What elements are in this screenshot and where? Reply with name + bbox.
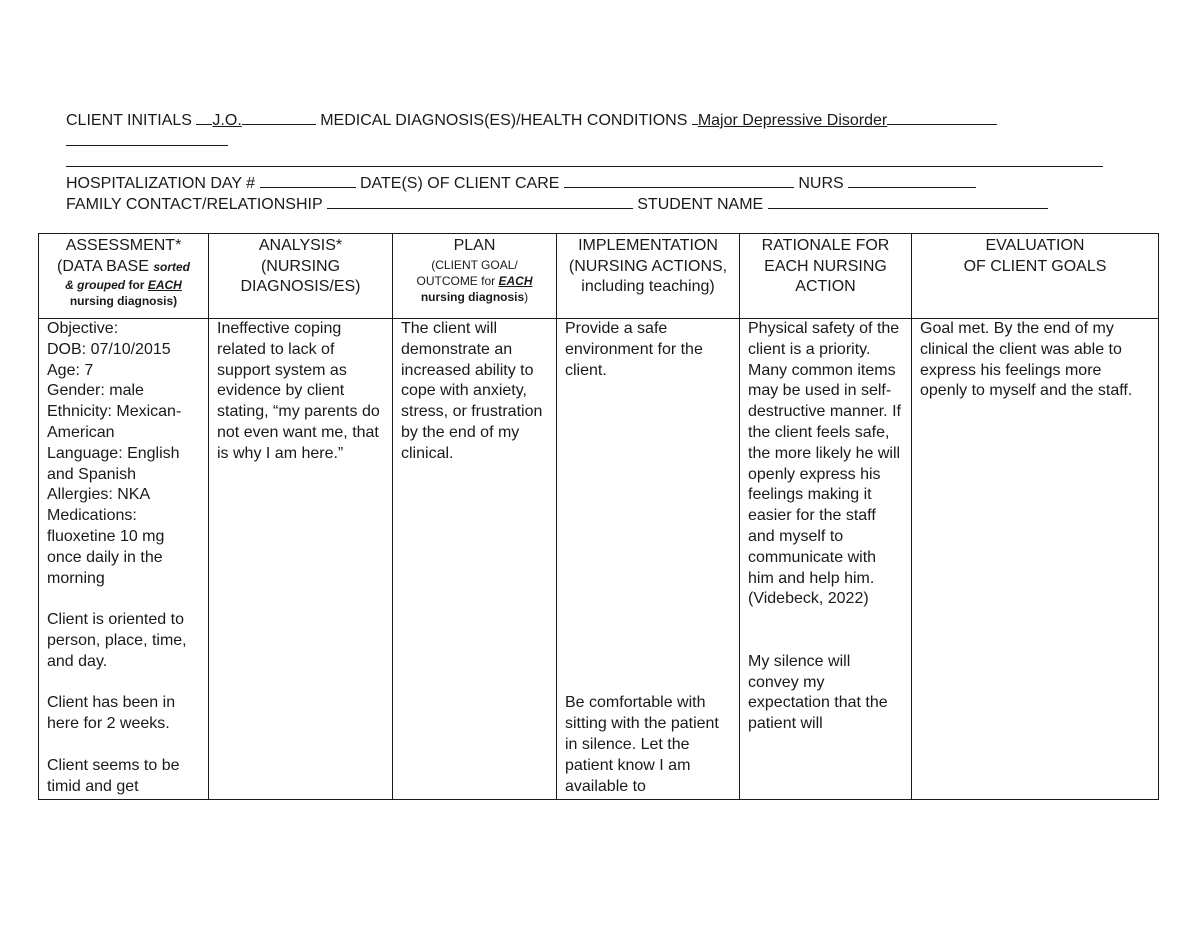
behavior-note: Client seems to be timid and get	[47, 756, 180, 795]
ethnicity-value: Ethnicity: Mexican-American	[47, 403, 182, 441]
dates-of-care-field[interactable]	[564, 172, 794, 188]
implementation-header	[557, 234, 740, 319]
header-line-4	[66, 172, 1116, 193]
age-value: Age: 7	[47, 361, 94, 379]
plan-sub-b: OUTCOME for	[416, 273, 496, 288]
assessment-subtitle	[43, 257, 204, 278]
assessment-title: ASSESSMENT*	[65, 237, 182, 254]
assessment-header	[39, 234, 209, 319]
evaluation-cell	[912, 319, 1159, 800]
plan-sub-line-2	[397, 289, 552, 305]
medications-value: Medications: fluoxetine 10 mg once daily in the morning	[47, 507, 165, 587]
medical-diagnosis-label: MEDICAL DIAGNOSIS(ES)/HEALTH CONDITIONS	[320, 112, 688, 129]
care-plan-table	[38, 233, 1159, 800]
blank-line	[66, 130, 228, 146]
family-contact-label: FAMILY CONTACT/RELATIONSHIP	[66, 196, 323, 213]
spacer	[748, 610, 905, 652]
assessment-sub-b: sorted	[153, 259, 190, 274]
blank-line	[196, 109, 212, 125]
form-header	[66, 109, 1116, 214]
allergies-value: Allergies: NKA	[47, 486, 151, 504]
assessment-sub-c: & grouped	[65, 278, 126, 292]
hospitalization-day-label: HOSPITALIZATION DAY #	[66, 175, 256, 192]
evaluation-subtitle: OF CLIENT GOALS	[963, 257, 1107, 275]
spacer	[565, 381, 733, 693]
plan-sub-line	[397, 273, 552, 289]
rationale-2: My silence will convey my expectation that the patient will	[748, 652, 888, 733]
objective-label: Objective:	[47, 320, 119, 337]
rationale-cell	[740, 319, 912, 800]
nursing-action-1: Provide a safe environment for the client.	[565, 320, 703, 379]
client-initials-value: J.O.	[212, 112, 242, 129]
nursing-diagnosis-text: Ineffective coping related to lack of support system as evidence by client stating, “my parents do not even want me, that is why I am here.”	[217, 320, 380, 462]
plan-sub-d: nursing diagnosis	[420, 289, 525, 304]
assessment-sub-a: (DATA BASE	[56, 257, 149, 275]
plan-title: PLAN	[453, 237, 496, 254]
plan-cell	[393, 319, 557, 800]
evaluation-title: EVALUATION	[985, 237, 1085, 254]
assessment-sub-e: EACH	[147, 278, 182, 292]
header-line-5	[66, 193, 1116, 214]
plan-sub-e: )	[524, 289, 529, 304]
assessment-subtitle-2	[43, 277, 204, 293]
plan-sub-c: EACH	[498, 273, 533, 288]
analysis-cell	[209, 319, 393, 800]
nurs-field[interactable]	[848, 172, 976, 188]
nursing-action-2: Be comfortable with sitting with the patient in silence. Let the patient know I am available to	[565, 694, 719, 795]
hospitalization-day-field[interactable]	[260, 172, 356, 188]
plan-sub-a: (CLIENT GOAL/	[431, 257, 518, 272]
gender-value: Gender: male	[47, 382, 144, 400]
client-goal-text: The client will demonstrate an increased ability to cope with anxiety, stress, or frustration by the end of my clinical.	[401, 320, 543, 462]
plan-header	[393, 234, 557, 319]
implementation-cell	[557, 319, 740, 800]
rationale-header	[740, 234, 912, 319]
evaluation-text: Goal met. By the end of my clinical the client was able to express his feelings more openly to myself and the staff.	[920, 320, 1133, 400]
orientation-note: Client is oriented to person, place, time, and day.	[47, 611, 187, 670]
header-line-2	[66, 130, 1116, 151]
rationale-1: Physical safety of the client is a priority. Many common items may be used in self-destructive manner. If the client feels safe, the more likely he will openly express his feelings making it easier for the staff and myself to communicate with him and help him. (Videbeck, 2022)	[748, 320, 901, 608]
header-line-3	[66, 151, 1116, 172]
evaluation-header	[912, 234, 1159, 319]
spacer	[47, 589, 202, 610]
header-line-1	[66, 109, 1116, 130]
student-name-field[interactable]	[768, 193, 1048, 209]
implementation-title: IMPLEMENTATION	[578, 237, 718, 254]
dates-of-care-label: DATE(S) OF CLIENT CARE	[359, 175, 560, 192]
family-contact-field[interactable]	[327, 193, 633, 209]
analysis-header	[209, 234, 393, 319]
dob-value: DOB: 07/10/2015	[47, 340, 171, 358]
blank-line	[887, 109, 997, 125]
nurs-label: NURS	[798, 175, 844, 192]
table-row	[39, 319, 1159, 800]
spacer	[47, 673, 202, 694]
full-width-rule	[66, 166, 1103, 167]
blank-line	[242, 109, 316, 125]
stay-duration-note: Client has been in here for 2 weeks.	[47, 694, 176, 733]
analysis-title: ANALYSIS*	[258, 237, 343, 254]
student-name-label: STUDENT NAME	[637, 196, 764, 213]
table-header-row	[39, 234, 1159, 319]
assessment-cell	[39, 319, 209, 800]
spacer	[47, 735, 202, 756]
client-initials-label: CLIENT INITIALS	[66, 112, 192, 129]
assessment-sub-d: for	[128, 278, 145, 292]
assessment-sub-f: nursing diagnosis)	[69, 294, 178, 308]
implementation-subtitle: (NURSING ACTIONS, including teaching)	[568, 257, 728, 295]
language-value: Language: English and Spanish	[47, 444, 180, 483]
medical-diagnosis-value: Major Depressive Disorder	[697, 112, 888, 129]
analysis-subtitle: (NURSING DIAGNOSIS/ES)	[240, 257, 361, 295]
rationale-title: RATIONALE FOR EACH NURSING ACTION	[761, 237, 890, 295]
